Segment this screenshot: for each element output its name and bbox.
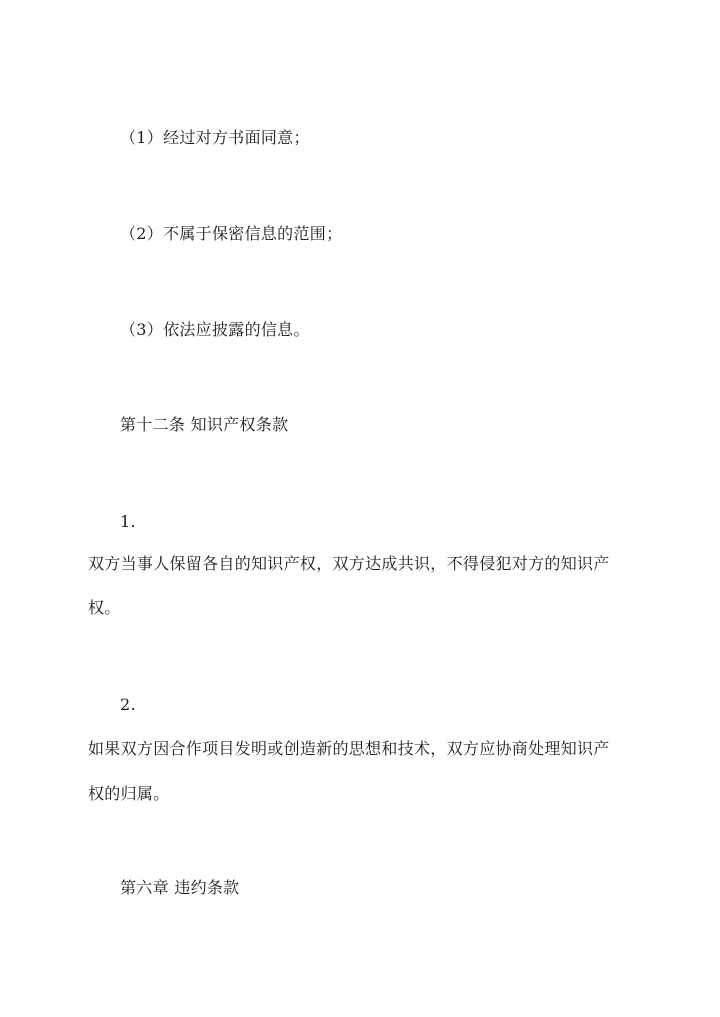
list-item-1: （1）经过对方书面同意；	[120, 128, 310, 147]
section-heading-article-12: 第十二条 知识产权条款	[120, 415, 289, 434]
list-item-3: （3）依法应披露的信息。	[120, 320, 310, 339]
clause-1-text-line-2: 权。	[88, 598, 121, 617]
chapter-heading-6: 第六章 违约条款	[120, 878, 240, 897]
clause-2-text-line-2: 权的归属。	[88, 784, 170, 803]
clause-1-text-line-1: 双方当事人保留各自的知识产权，双方达成共识，不得侵犯对方的知识产	[88, 554, 610, 573]
clause-number-1: 1.	[120, 512, 136, 531]
clause-2-text-line-1: 如果双方因合作项目发明或创造新的思想和技术，双方应协商处理知识产	[88, 739, 610, 758]
list-item-2: （2）不属于保密信息的范围；	[120, 224, 343, 243]
clause-number-2: 2.	[120, 695, 136, 714]
